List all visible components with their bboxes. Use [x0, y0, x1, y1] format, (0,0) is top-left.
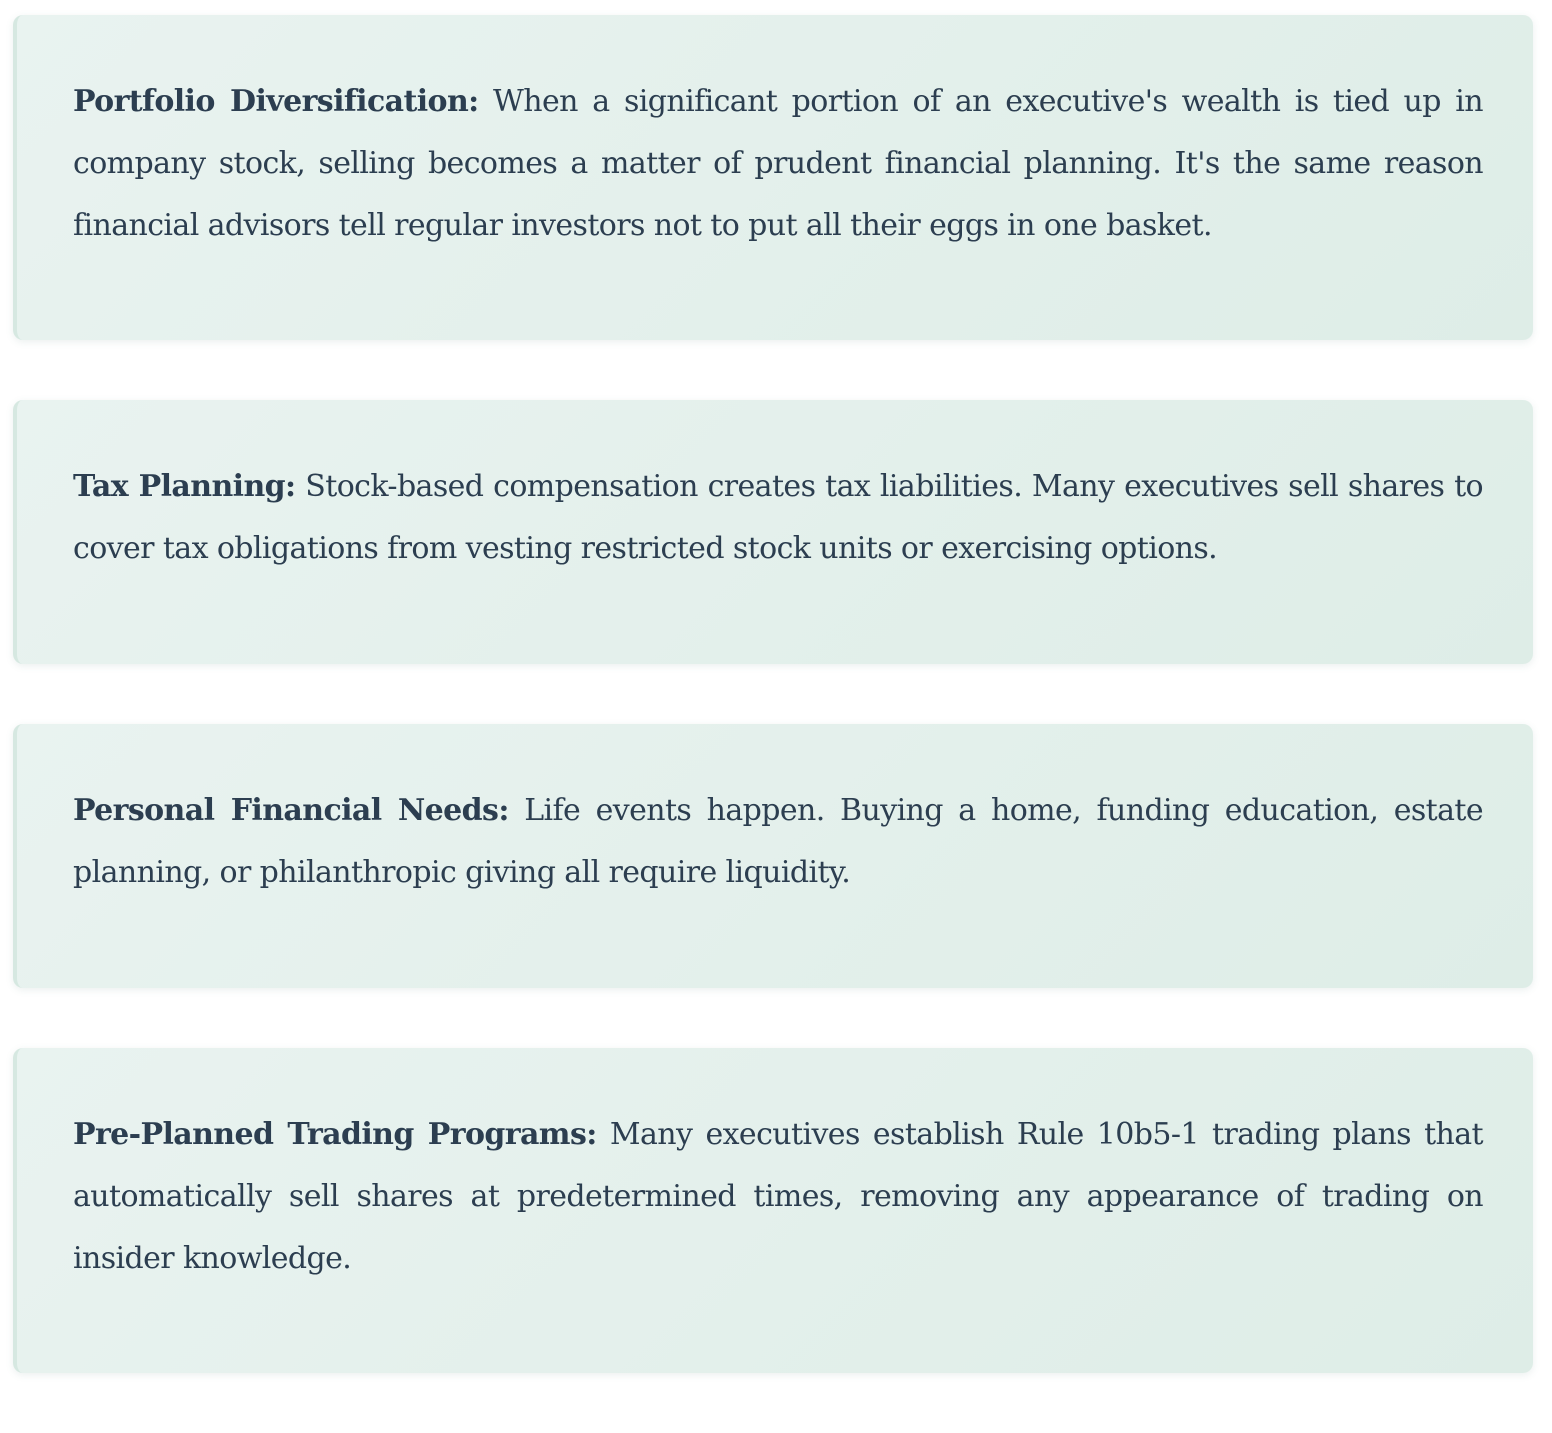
card-body: When a significant portion of an executive's wealth is tied up in company stock, selling becomes a matter of prudent financial planning. It's the same reason financial advisors tell regular investors not to put all their eggs in one basket. [73, 84, 1483, 243]
card-pre-planned-trading-programs [13, 1048, 1533, 1373]
card-paragraph [73, 1104, 1483, 1290]
card-heading: Tax Planning: [73, 469, 296, 504]
card-paragraph [73, 456, 1483, 580]
card-portfolio-diversification [13, 15, 1533, 340]
card-heading: Personal Financial Needs: [73, 793, 509, 828]
card-personal-financial-needs [13, 724, 1533, 988]
card-tax-planning [13, 400, 1533, 664]
card-body: Life events happen. Buying a home, funding education, estate planning, or philanthropic giving all require liquidity. [73, 793, 1484, 890]
card-body: Stock-based compensation creates tax liabilities. Many executives sell shares to cover tax obligations from vesting restricted stock units or exercising options. [73, 469, 1484, 566]
card-heading: Portfolio Diversification: [73, 84, 479, 119]
card-paragraph [73, 71, 1483, 257]
card-heading: Pre-Planned Trading Programs: [73, 1117, 597, 1152]
card-body: Many executives establish Rule 10b5-1 trading plans that automatically sell shares at predetermined times, removing any appearance of trading on insider knowledge. [73, 1117, 1484, 1276]
card-paragraph [73, 780, 1483, 904]
reasons-list [13, 15, 1533, 1433]
